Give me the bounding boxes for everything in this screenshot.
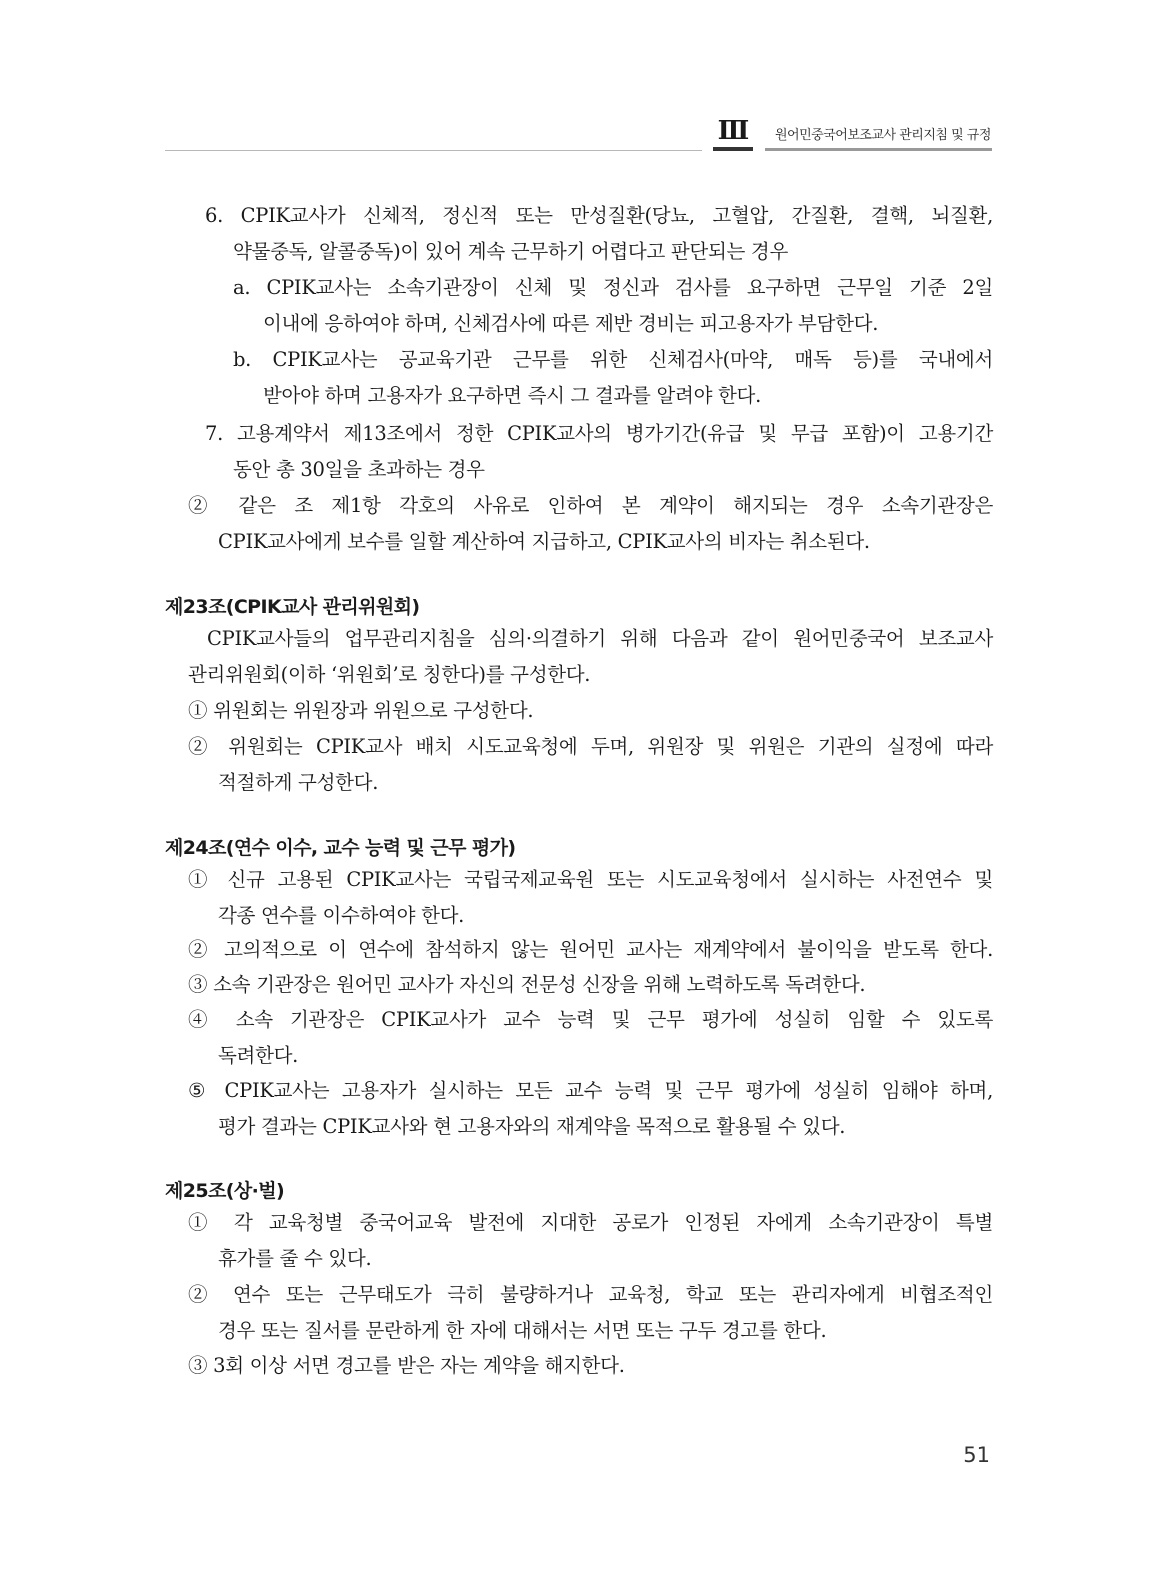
article-23-intro-line-2: 관리위원회(이하 ‘위원회’로 칭한다)를 구성한다. (188, 663, 591, 686)
roman-underline (713, 147, 753, 151)
item-6-line-1: 6. CPIK교사가 신체적, 정신적 또는 만성질환(당뇨, 고혈압, 간질환, 결핵, 뇌질환, (205, 204, 993, 227)
chapter-title: 원어민중국어보조교사 관리지침 및 규정 (775, 128, 991, 143)
article-25-clause-2-line-2: 경우 또는 질서를 문란하게 한 자에 대해서는 서면 또는 구두 경고를 한다. (218, 1319, 827, 1342)
article-23-intro-line-1: CPIK교사들의 업무관리지침을 심의·의결하기 위해 다음과 같이 원어민중국어 보조교사 (207, 627, 993, 650)
item-6a-line-2: 이내에 응하여야 하며, 신체검사에 따른 제반 경비는 피고용자가 부담한다. (263, 312, 879, 335)
article-25-clause-3: ③ 3회 이상 서면 경고를 받은 자는 계약을 해지한다. (188, 1354, 625, 1377)
article-25-clause-2-line-1: ② 연수 또는 근무태도가 극히 불량하거나 교육청, 학교 또는 관리자에게 비협조적인 (188, 1283, 993, 1306)
article-24-clause-2: ② 고의적으로 이 연수에 참석하지 않는 원어민 교사는 재계약에서 불이익을 받도록 한다. (188, 938, 993, 961)
item-6b-line-1: b. CPIK교사는 공교육기관 근무를 위한 신체검사(마약, 매독 등)를 국내에서 (233, 348, 993, 371)
article-24-clause-3: ③ 소속 기관장은 원어민 교사가 자신의 전문성 신장을 위해 노력하도록 독려한다. (188, 973, 866, 996)
article-24-clause-1-line-1: ① 신규 고용된 CPIK교사는 국립국제교육원 또는 시도교육청에서 실시하는 사전연수 및 (188, 868, 993, 891)
page-number: 51 (963, 1443, 990, 1467)
item-7-line-1: 7. 고용계약서 제13조에서 정한 CPIK교사의 병가기간(유급 및 무급 포함)이 고용기간 (205, 422, 993, 445)
article-23-heading: 제23조(CPIK교사 관리위원회) (165, 596, 420, 618)
article-23-clause-1: ① 위원회는 위원장과 위원으로 구성한다. (188, 699, 534, 722)
chapter-roman-numeral: Ⅲ (717, 116, 749, 146)
clause-2-line-2: CPIK교사에게 보수를 일할 계산하여 지급하고, CPIK교사의 비자는 취소된다. (218, 530, 870, 553)
header-rule-right (765, 148, 992, 151)
clause-2-line-1: ② 같은 조 제1항 각호의 사유로 인하여 본 계약이 해지되는 경우 소속기관장은 (188, 494, 993, 517)
header-rule-left (165, 150, 702, 151)
article-23-clause-2-line-2: 적절하게 구성한다. (218, 771, 379, 794)
article-24-clause-4-line-1: ④ 소속 기관장은 CPIK교사가 교수 능력 및 근무 평가에 성실히 임할 수 있도록 (188, 1008, 993, 1031)
article-24-clause-5-line-2: 평가 결과는 CPIK교사와 현 고용자와의 재계약을 목적으로 활용될 수 있다. (218, 1115, 846, 1138)
article-25-clause-1-line-2: 휴가를 줄 수 있다. (218, 1247, 372, 1270)
article-24-heading: 제24조(연수 이수, 교수 능력 및 근무 평가) (165, 837, 516, 859)
article-23-clause-2-line-1: ② 위원회는 CPIK교사 배치 시도교육청에 두며, 위원장 및 위원은 기관의 실정에 따라 (188, 735, 993, 758)
article-24-clause-1-line-2: 각종 연수를 이수하여야 한다. (218, 904, 465, 927)
item-7-line-2: 동안 총 30일을 초과하는 경우 (233, 458, 485, 481)
item-6b-line-2: 받아야 하며 고용자가 요구하면 즉시 그 결과를 알려야 한다. (263, 384, 761, 407)
article-25-clause-1-line-1: ① 각 교육청별 중국어교육 발전에 지대한 공로가 인정된 자에게 소속기관장이 특별 (188, 1211, 993, 1234)
article-25-heading: 제25조(상·벌) (165, 1180, 285, 1202)
article-24-clause-5-line-1: ⑤ CPIK교사는 고용자가 실시하는 모든 교수 능력 및 근무 평가에 성실히 임해야 하며, (188, 1079, 993, 1102)
item-6-line-2: 약물중독, 알콜중독)이 있어 계속 근무하기 어렵다고 판단되는 경우 (233, 240, 788, 263)
article-24-clause-4-line-2: 독려한다. (218, 1044, 299, 1067)
item-6a-line-1: a. CPIK교사는 소속기관장이 신체 및 정신과 검사를 요구하면 근무일 기준 2일 (233, 276, 993, 299)
